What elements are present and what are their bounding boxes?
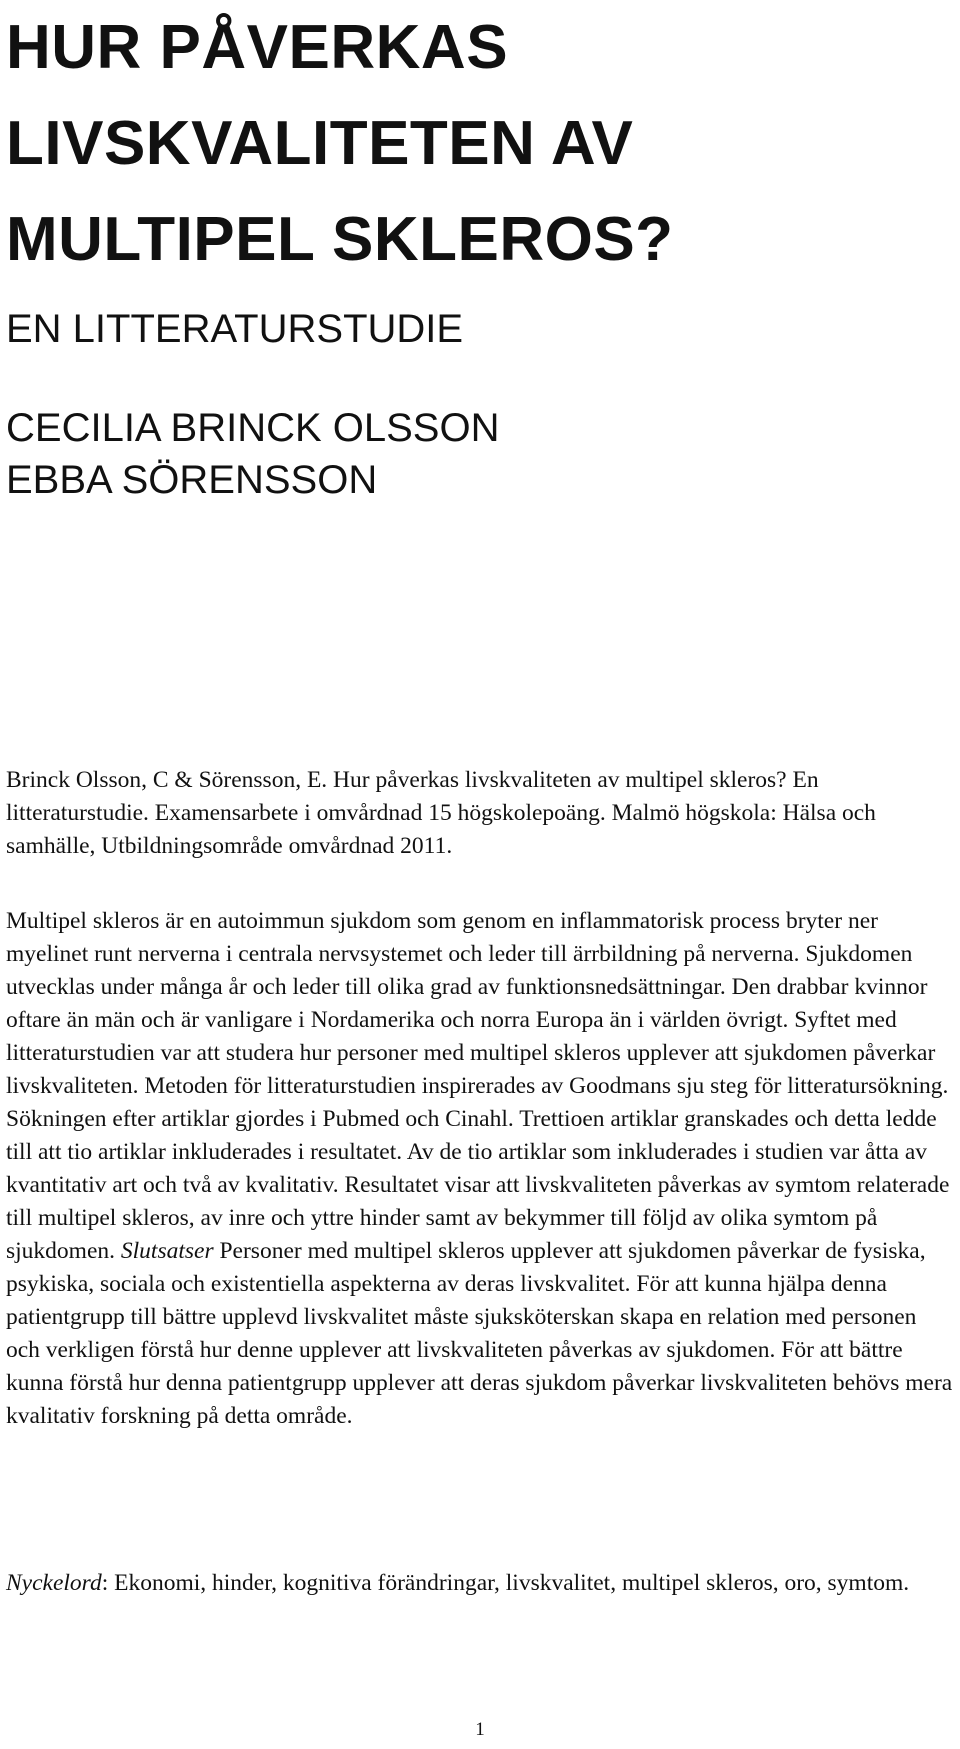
authors-block <box>6 402 499 506</box>
abstract-conclusion-text: Personer med multipel skleros upplever att sjukdomen påverkar de fysiska, psykiska, sociala och existentiella aspekterna av deras livskvalitet. För att kunna hjälpa denna patientgrupp till bättre upplevd livskvalitet måste sjuksköterskan skapa en relation med personen och verkligen förstå hur denne upplever att livskvaliteten påverkas av sjukdomen. För att bättre kunna förstå hur denna patientgrupp upplever att deras sjukdom påverkar livskvaliteten behövs mera kvalitativ forskning på detta område. <box>6 1238 953 1429</box>
page-number: 1 <box>475 1719 485 1740</box>
document-title: HUR PÅVERKAS LIVSKVALITETEN AV MULTIPEL SKLEROS? <box>6 13 674 274</box>
conclusion-label: Slutsatser <box>120 1238 214 1264</box>
author-name: CECILIA BRINCK OLSSON <box>6 406 500 450</box>
citation-paragraph: Brinck Olsson, C & Sörensson, E. Hur påverkas livskvaliteten av multipel skleros? En litteraturstudie. Examensarbete i omvårdnad 15 högskolepoäng. Malmö högskola: Hälsa och samhälle, Utbildningsområde omvårdnad 2011. <box>6 767 876 859</box>
keywords-label: Nyckelord <box>6 1570 102 1596</box>
document-subtitle: EN LITTERATURSTUDIE <box>6 307 464 351</box>
keywords-paragraph <box>6 1567 954 1600</box>
keywords-text: : Ekonomi, hinder, kognitiva förändringar, livskvalitet, multipel skleros, oro, symtom. <box>101 1570 910 1596</box>
abstract-paragraph <box>6 905 954 1433</box>
abstract-text: Multipel skleros är en autoimmun sjukdom som genom en inflammatorisk process bryter ner myelinet runt nerverna i centrala nervsystemet och leder till ärrbildning på nerverna. Sjukdomen utvecklas under många år och leder till olika grad av funktionsnedsättningar. Den drabbar kvinnor oftare än män och är vanligare i Nordamerika och norra Europa än i världen övrigt. Syftet med litteraturstudien var att studera hur personer med multipel skleros upplever att sjukdomen påverkar livskvaliteten. Metoden för litteraturstudien inspirerades av Goodmans sju steg för litteratursökning. Sökningen efter artiklar gjordes i Pubmed och Cinahl. Trettioen artiklar granskades och detta ledde till att tio artiklar inkluderades i resultatet. Av de tio artiklar som inkluderades i studien var åtta av kvantitativ art och två av kvalitativ. Resultatet visar att livskvaliteten påverkas av symtom relaterade till multipel skleros, av inre och yttre hinder samt av bekymmer till följd av olika symtom på sjukdomen. <box>6 908 950 1264</box>
author-name: EBBA SÖRENSSON <box>6 458 378 502</box>
